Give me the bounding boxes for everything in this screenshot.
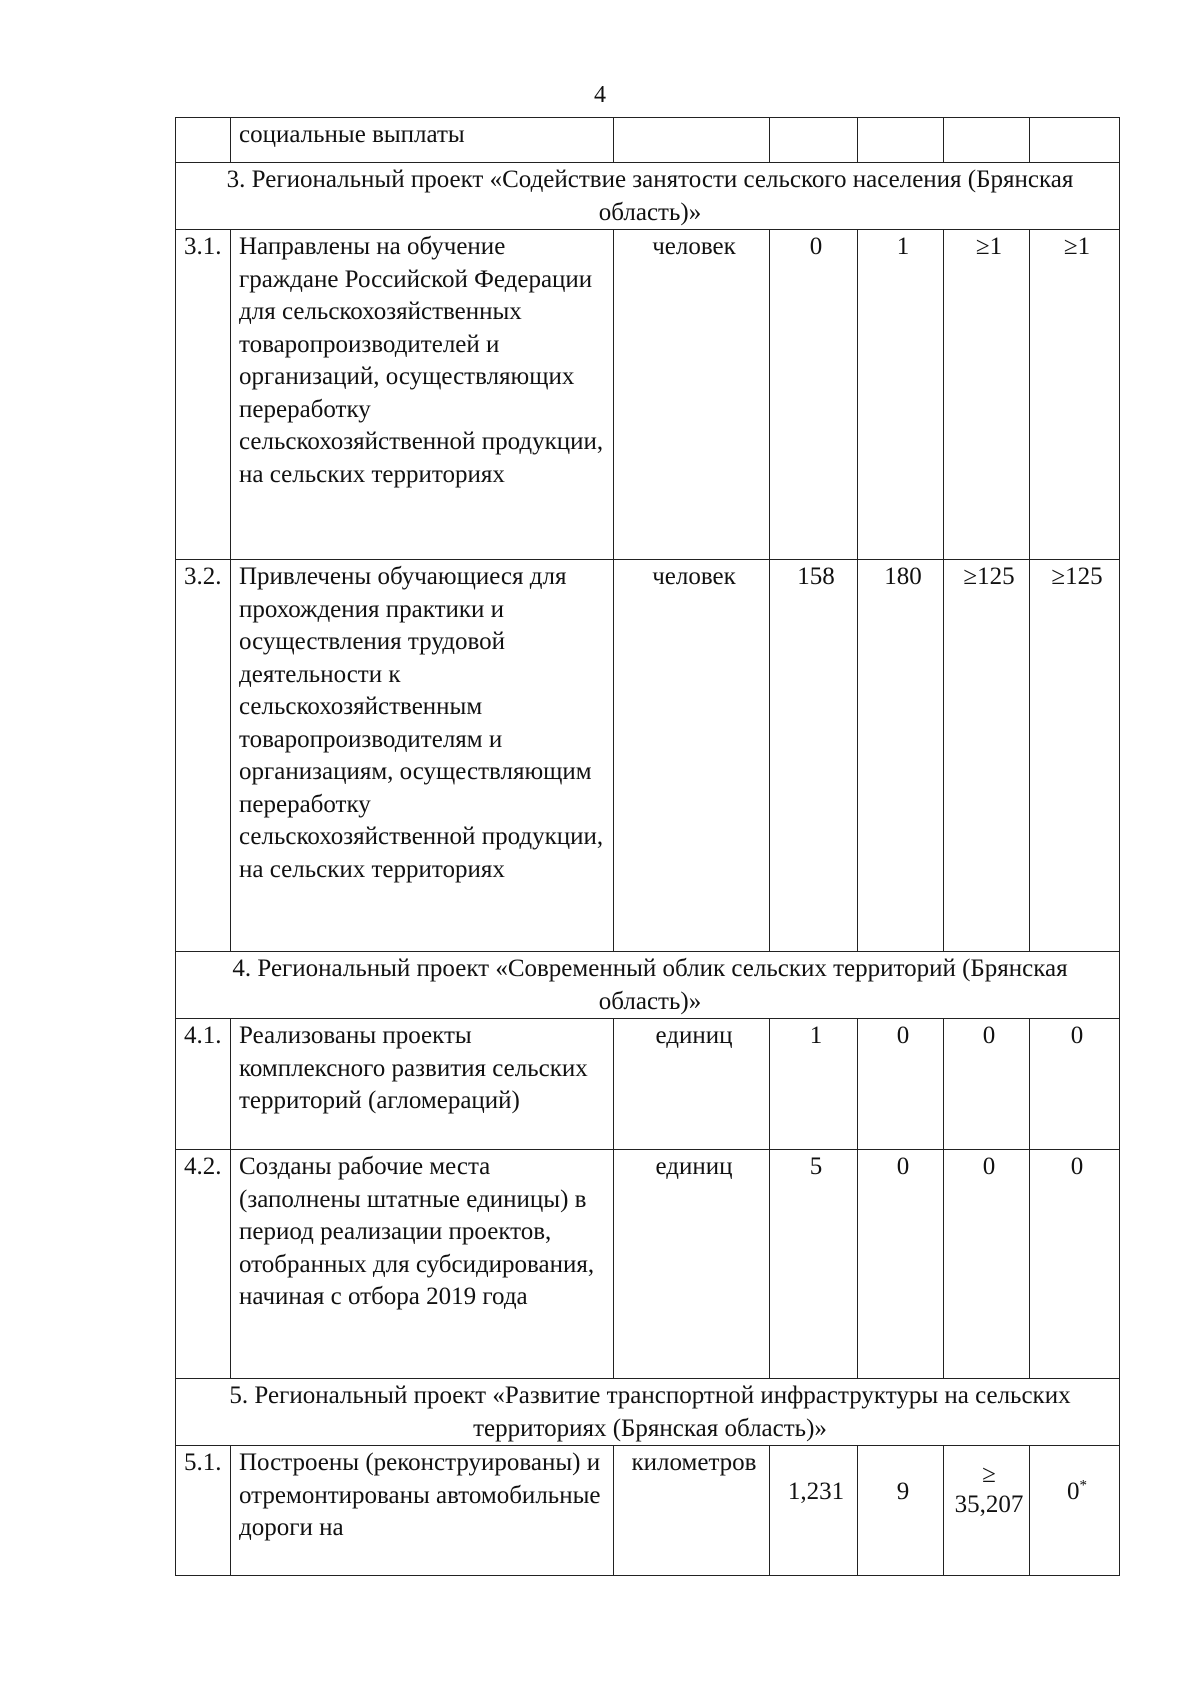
value-cell: 0 xyxy=(858,1150,944,1379)
value-cell: 9 xyxy=(858,1446,944,1576)
value-cell xyxy=(770,118,858,163)
unit-cell: единиц xyxy=(614,1150,770,1379)
section-title: 4. Региональный проект «Современный облик сельских территорий (Брянская область)» xyxy=(176,952,1120,1019)
table-row xyxy=(176,1019,1120,1150)
unit-cell: единиц xyxy=(614,1019,770,1150)
indicator-name-cell: Реализованы проекты комплексного развития сельских территорий (агломераций) xyxy=(231,1019,614,1150)
value-cell xyxy=(1030,118,1120,163)
unit-cell: человек xyxy=(614,560,770,952)
value-cell: 0 xyxy=(1030,1019,1120,1150)
value-cell xyxy=(1030,1446,1120,1576)
page-number: 4 xyxy=(594,82,606,108)
value-cell xyxy=(858,118,944,163)
row-number-cell: 3.1. xyxy=(176,230,231,560)
value-text: 0 xyxy=(1067,1478,1080,1505)
section-title: 5. Региональный проект «Развитие транспортной инфраструктуры на сельских территориях (Брянская область)» xyxy=(176,1379,1120,1446)
value-cell: 0 xyxy=(858,1019,944,1150)
unit-cell xyxy=(614,118,770,163)
value-cell: 158 xyxy=(770,560,858,952)
value-cell xyxy=(944,118,1030,163)
value-cell: 1 xyxy=(770,1019,858,1150)
row-number-cell xyxy=(176,118,231,163)
value-cell: ≥125 xyxy=(1030,560,1120,952)
section-header-row xyxy=(176,1379,1120,1446)
table-row xyxy=(176,1150,1120,1379)
value-cell: ≥1 xyxy=(1030,230,1120,560)
value-cell: 0 xyxy=(1030,1150,1120,1379)
indicator-table xyxy=(175,117,1120,1576)
row-number-cell: 5.1. xyxy=(176,1446,231,1576)
value-cell: 180 xyxy=(858,560,944,952)
section-header-row xyxy=(176,952,1120,1019)
row-number-cell: 3.2. xyxy=(176,560,231,952)
indicator-name-cell: Привлечены обучающиеся для прохождения практики и осуществления трудовой деятельности к сельскохозяйственным товаропроизводителям и организациям, осуществляющим переработку сельскохозяйственной продукции, на сельских территориях xyxy=(231,560,614,952)
value-cell: 1 xyxy=(858,230,944,560)
indicator-name-cell: Построены (реконструированы) и отремонтированы автомобильные дороги на xyxy=(231,1446,614,1576)
unit-cell: человек xyxy=(614,230,770,560)
value-cell: ≥125 xyxy=(944,560,1030,952)
indicator-name-cell: социальные выплаты xyxy=(231,118,614,163)
table-row xyxy=(176,560,1120,952)
value-text: 35,207 xyxy=(954,1491,1024,1518)
value-cell: 0 xyxy=(770,230,858,560)
value-cell: 0 xyxy=(944,1150,1030,1379)
indicator-name-cell: Созданы рабочие места (заполнены штатные единицы) в период реализации проектов, отобранных для субсидирования, начиная с отбора 2019 года xyxy=(231,1150,614,1379)
value-cell: ≥1 xyxy=(944,230,1030,560)
section-title: 3. Региональный проект «Содействие занятости сельского населения (Брянская область)» xyxy=(176,163,1120,230)
ge-sign: ≥ xyxy=(982,1461,996,1488)
footnote-mark: * xyxy=(1079,1477,1087,1494)
table-row xyxy=(176,230,1120,560)
unit-cell: километров xyxy=(614,1446,770,1576)
table-row xyxy=(176,1446,1120,1576)
row-number-cell: 4.1. xyxy=(176,1019,231,1150)
row-number-cell: 4.2. xyxy=(176,1150,231,1379)
indicator-name-cell: Направлены на обучение граждане Российской Федерации для сельскохозяйственных товаропроизводителей и организаций, осуществляющих переработку сельскохозяйственной продукции, на сельских территориях xyxy=(231,230,614,560)
value-cell: 1,231 xyxy=(770,1446,858,1576)
value-cell: 5 xyxy=(770,1150,858,1379)
section-header-row xyxy=(176,163,1120,230)
table-row xyxy=(176,118,1120,163)
value-cell: 0 xyxy=(944,1019,1030,1150)
value-cell xyxy=(944,1446,1030,1576)
